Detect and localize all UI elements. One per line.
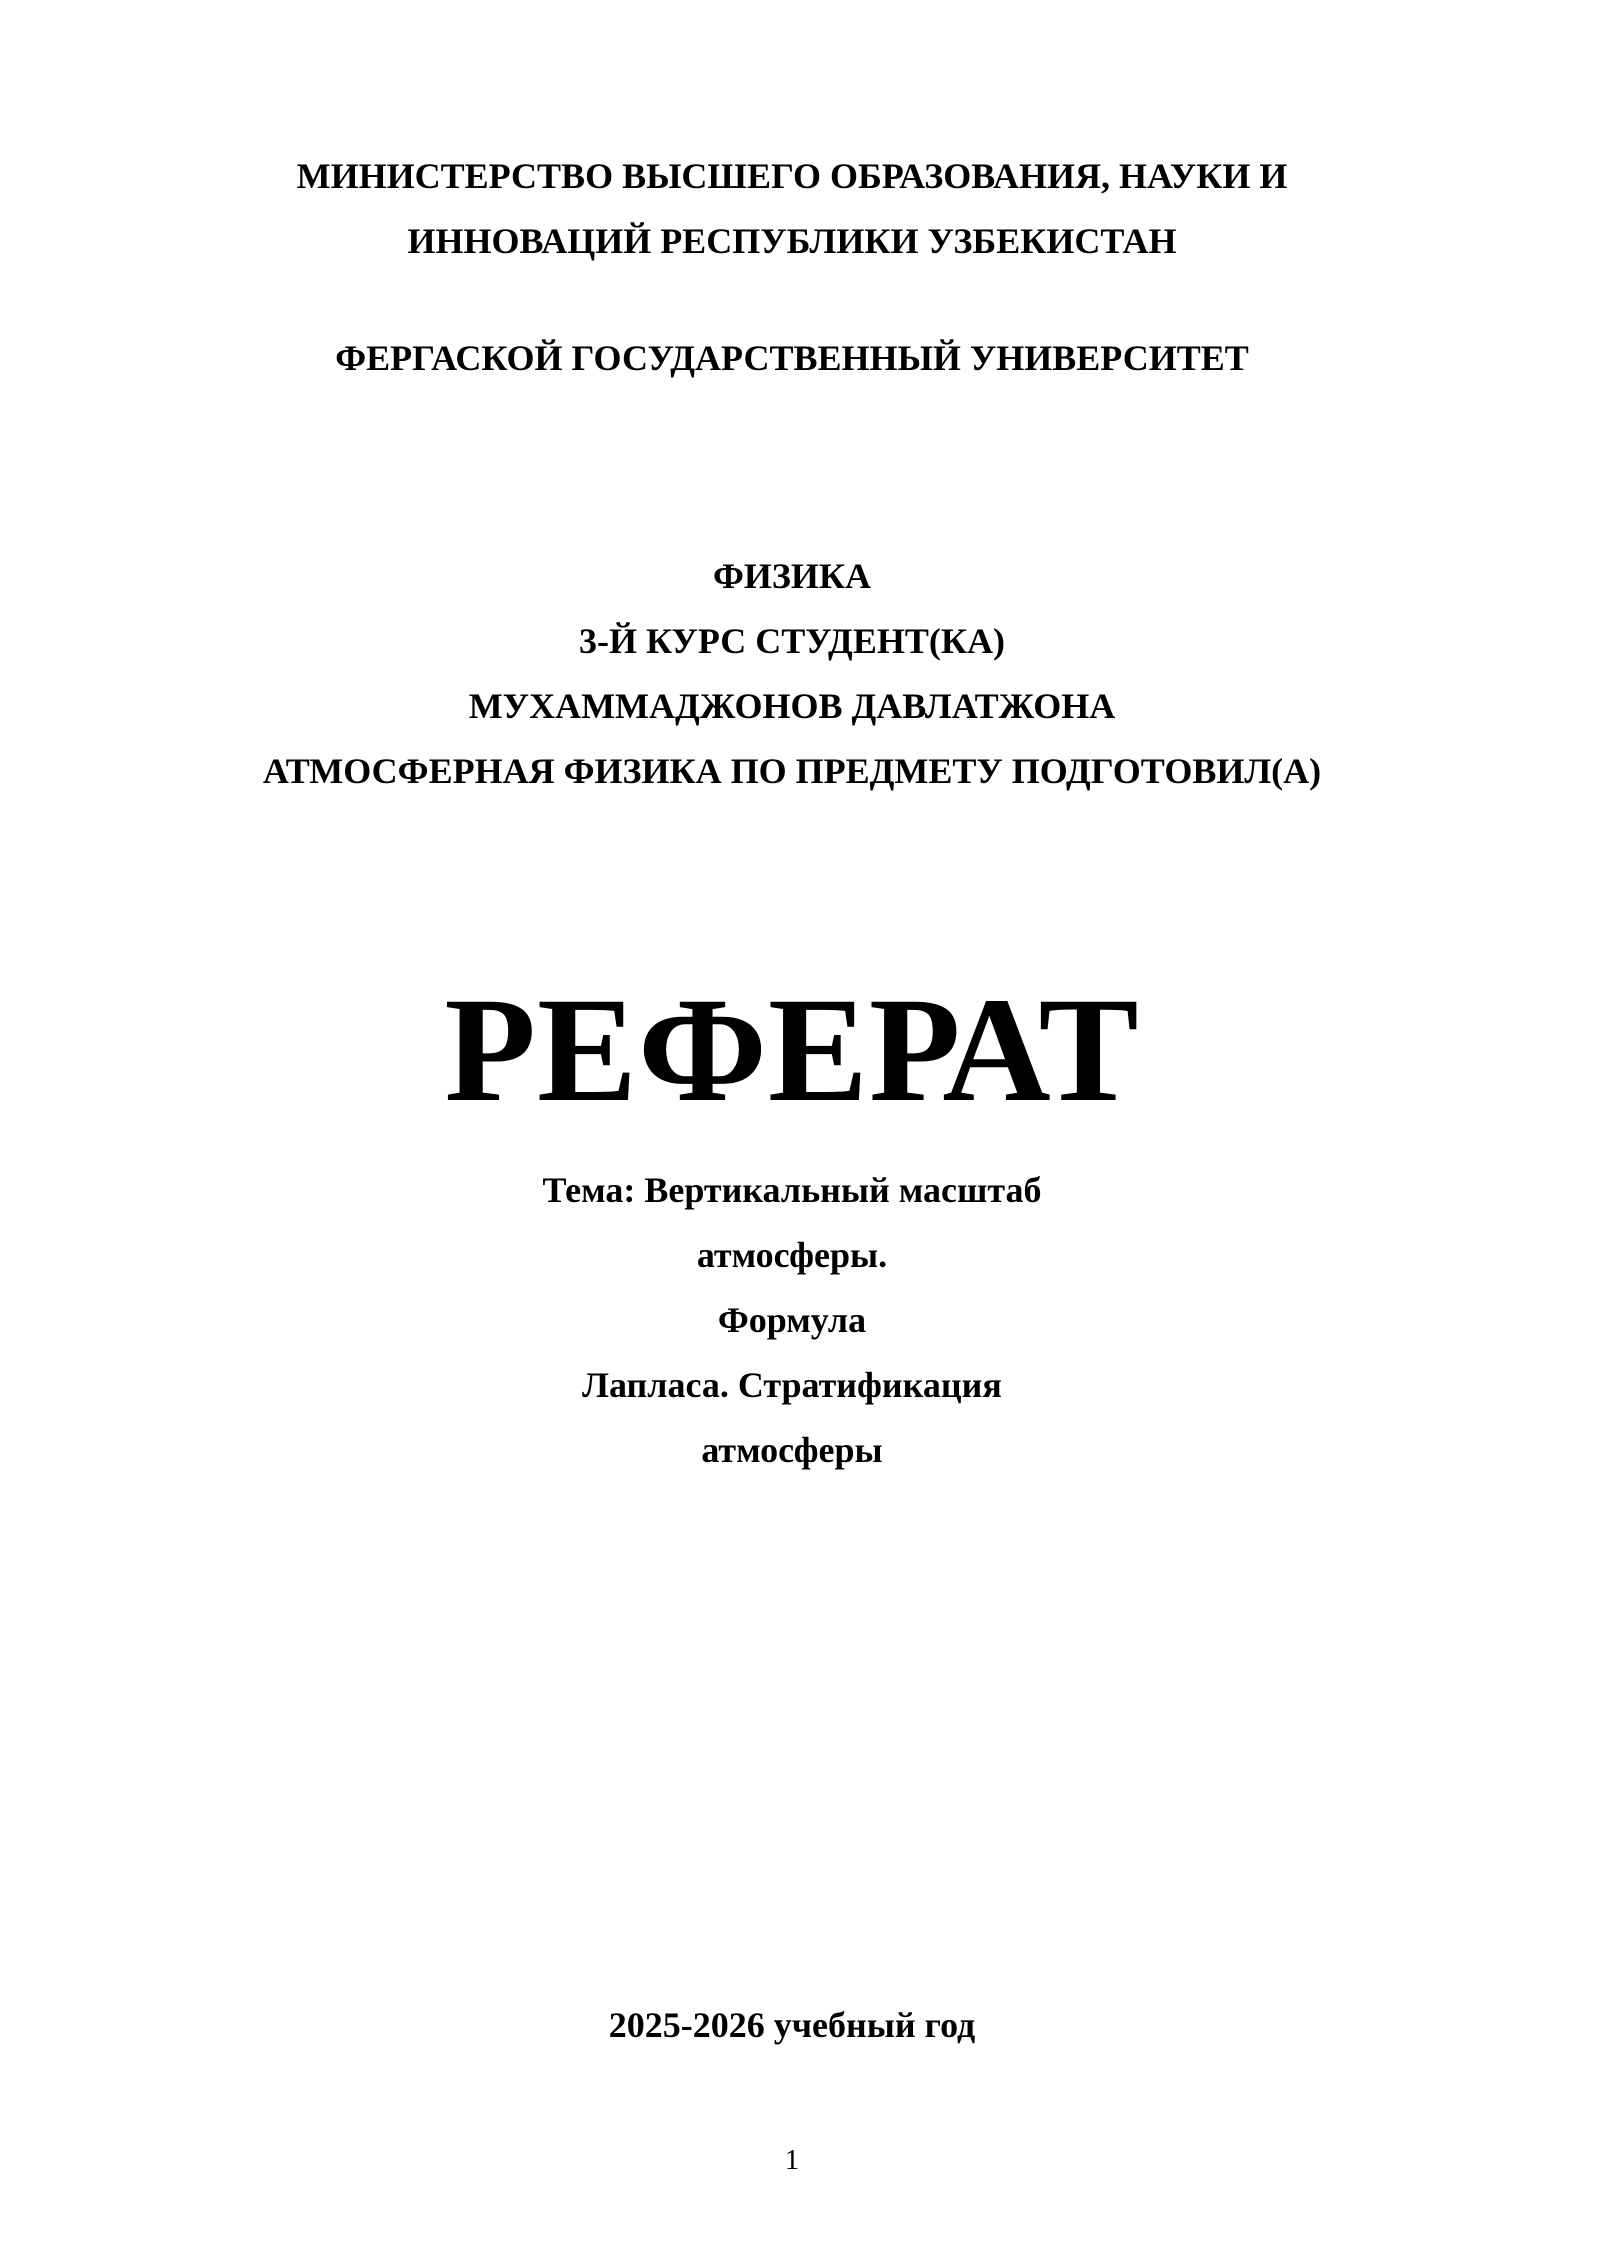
page-number: 1 <box>784 2144 800 2176</box>
faculty-name: ФИЗИКА <box>712 556 872 596</box>
course-line: 3-Й КУРС СТУДЕНТ(КА) <box>579 621 1005 661</box>
topic-line-3: Формула <box>717 1300 867 1340</box>
subject-line: АТМОСФЕРНАЯ ФИЗИКА ПО ПРЕДМЕТУ ПОДГОТОВИЛ(А) <box>262 751 1322 791</box>
university-name: ФЕРГАСКОЙ ГОСУДАРСТВЕННЫЙ УНИВЕРСИТЕТ <box>335 338 1249 378</box>
topic-line-2: атмосферы. <box>696 1235 888 1275</box>
topic-line-5: атмосферы <box>701 1430 883 1470</box>
academic-year: 2025-2026 учебный год <box>608 2005 976 2045</box>
topic-line-4: Лапласа. Стратификация <box>582 1365 1002 1405</box>
document-title: РЕФЕРАТ <box>444 967 1140 1133</box>
ministry-line-2: ИННОВАЦИЙ РЕСПУБЛИКИ УЗБЕКИСТАН <box>407 221 1177 261</box>
student-name: МУХАММАДЖОНОВ ДАВЛАТЖОНА <box>468 686 1116 726</box>
topic-line-1: Тема: Вертикальный масштаб <box>542 1170 1042 1210</box>
ministry-line-1: МИНИСТЕРСТВО ВЫСШЕГО ОБРАЗОВАНИЯ, НАУКИ И <box>296 156 1288 196</box>
